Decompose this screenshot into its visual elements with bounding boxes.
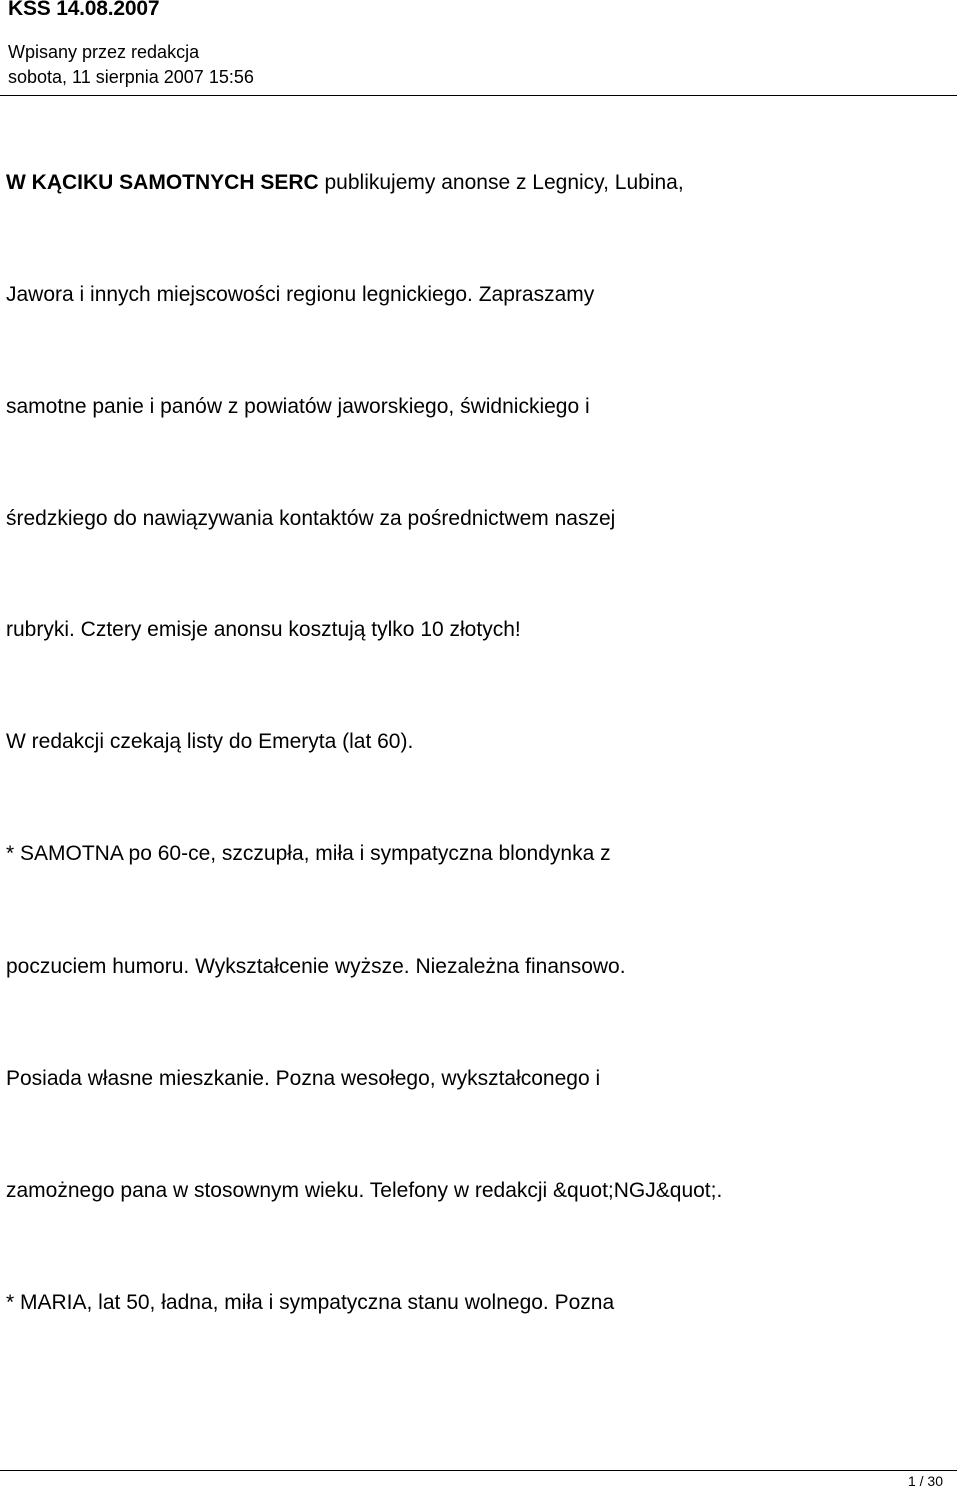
lead-bold-text: W KĄCIKU SAMOTNYCH SERC (6, 171, 319, 194)
article-line: * MARIA, lat 50, ładna, miła i sympatyczna stanu wolnego. Pozna (6, 1291, 615, 1314)
article-line-lead (6, 171, 684, 195)
article-line: W redakcji czekają listy do Emeryta (lat 60). (6, 730, 414, 753)
page-number: 1 / 30 (907, 1473, 943, 1489)
article-line: * SAMOTNA po 60-ce, szczupła, miła i sympatyczna blondynka z (6, 842, 611, 865)
article-line: Posiada własne mieszkanie. Pozna wesołego, wykształconego i (6, 1067, 601, 1090)
author-line: Wpisany przez redakcja (8, 42, 200, 62)
article-line: rubryki. Cztery emisje anonsu kosztują tylko 10 złotych! (6, 618, 521, 641)
footer-divider (0, 1470, 957, 1471)
document-title: KSS 14.08.2007 (8, 0, 160, 20)
article-line: Jawora i innych miejscowości regionu legnickiego. Zapraszamy (6, 283, 595, 306)
header-divider (0, 95, 957, 96)
article-line: samotne panie i panów z powiatów jaworskiego, świdnickiego i (6, 395, 590, 418)
article-line: średzkiego do nawiązywania kontaktów za pośrednictwem naszej (6, 507, 616, 530)
lead-rest-text: publikujemy anonse z Legnicy, Lubina, (318, 171, 684, 194)
article-line: poczuciem humoru. Wykształcenie wyższe. Niezależna finansowo. (6, 955, 626, 978)
article-line: zamożnego pana w stosownym wieku. Telefony w redakcji &quot;NGJ&quot;. (6, 1179, 723, 1202)
date-line: sobota, 11 sierpnia 2007 15:56 (8, 67, 254, 87)
